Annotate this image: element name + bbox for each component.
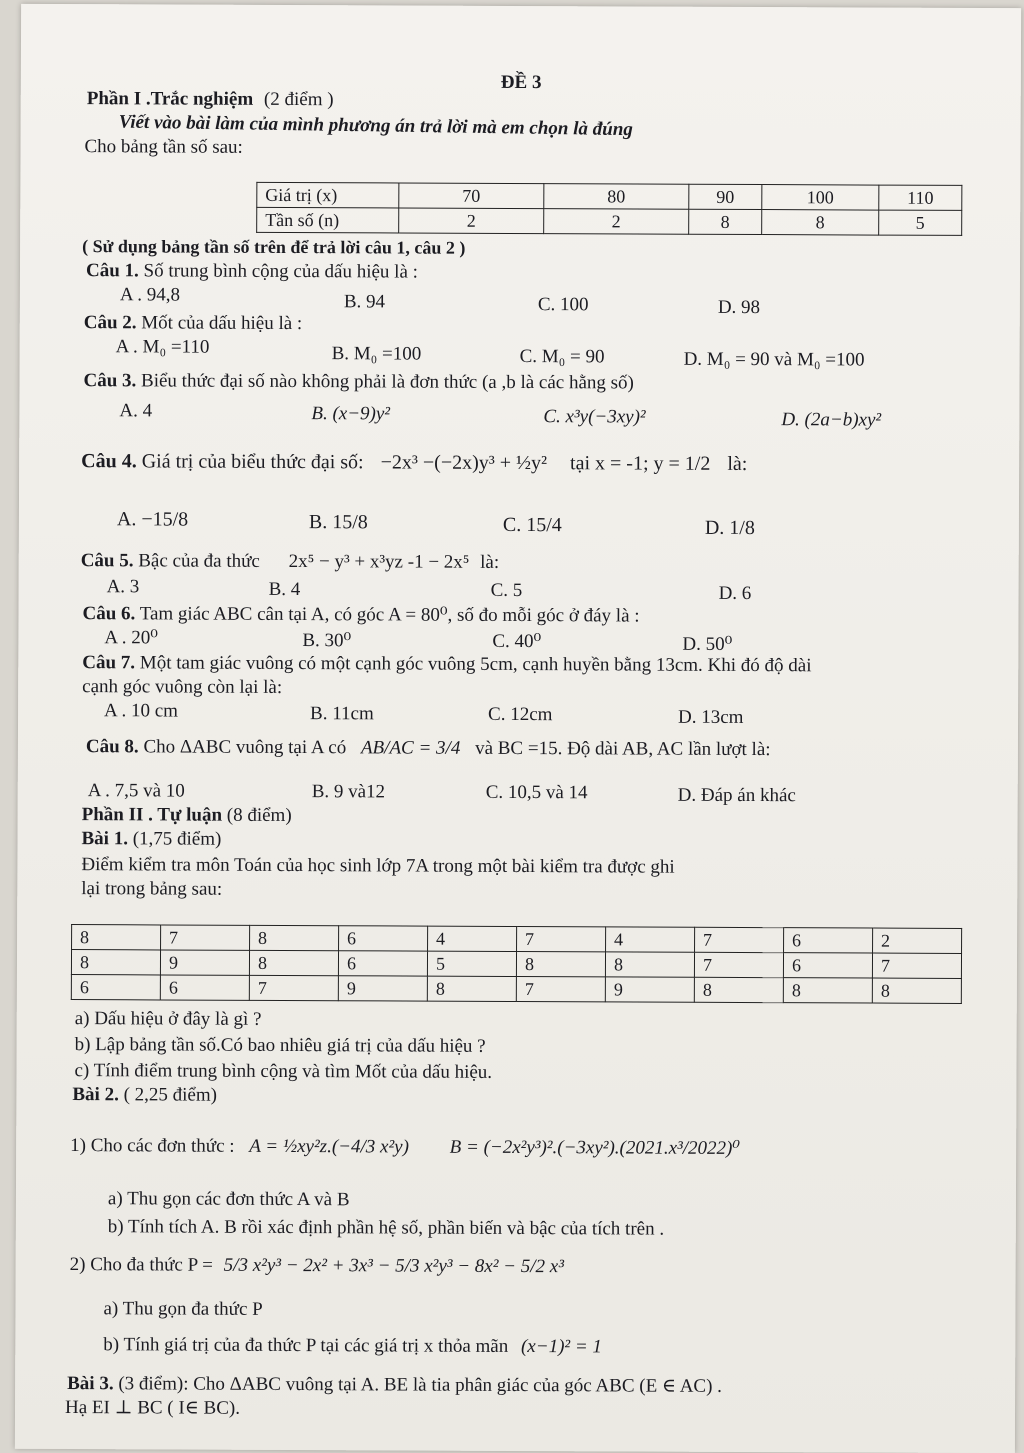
table-cell: 2 — [544, 209, 689, 235]
table-cell: 70 — [399, 183, 544, 209]
table-cell: 8 — [71, 950, 160, 975]
scores-table — [71, 924, 962, 1004]
q7-option-d: D. 13cm — [678, 706, 744, 728]
q5-option-d: D. 6 — [718, 582, 752, 605]
table-cell: 9 — [160, 950, 249, 975]
table-cell: 90 — [689, 184, 762, 209]
q5-option-a: A. 3 — [106, 576, 140, 598]
q8-option-b: B. 9 và12 — [311, 781, 386, 803]
q3-option-d: D. (2a−b)xy² — [781, 409, 882, 431]
table-cell: 110 — [879, 185, 962, 210]
table-cell: 7 — [695, 927, 784, 952]
table-row — [257, 207, 962, 235]
exam-paper — [15, 4, 1021, 1453]
table-cell: 9 — [338, 976, 427, 1001]
frequency-table — [256, 182, 962, 236]
question-1: Câu 1. Số trung bình cộng của dấu hiệu là : — [85, 260, 418, 283]
table-cell: 8 — [72, 925, 161, 950]
part2-heading: Phần II . Tự luận (8 điểm) — [81, 804, 292, 827]
q1-option-d: D. 98 — [717, 296, 761, 319]
bai3-text-line2: Hạ EI ⊥ BC ( I∈ BC). — [64, 1397, 241, 1419]
table-note: ( Sử dụng bảng tần số trên để trả lời câu 1, câu 2 ) — [82, 236, 466, 258]
table-cell: 8 — [605, 952, 694, 977]
q6-option-b: B. 30⁰ — [302, 630, 352, 652]
question-2: Câu 2. Mốt của dấu hiệu là : — [83, 312, 303, 335]
q8-option-a: A . 7,5 và 10 — [87, 780, 185, 802]
table-cell: 5 — [427, 951, 516, 976]
table-cell: 8 — [689, 209, 762, 234]
q7-option-c: C. 12cm — [488, 703, 553, 726]
table-cell: 7 — [161, 925, 250, 950]
q4-option-c: C. 15/4 — [502, 513, 562, 537]
table-row — [71, 975, 961, 1004]
q6-option-d: D. 50⁰ — [682, 633, 733, 655]
bai1-text-line2: lại trong bảng sau: — [81, 878, 223, 900]
table-cell: 8 — [249, 950, 338, 975]
table-cell: 7 — [517, 926, 606, 951]
question-8: Câu 8. Cho ΔABC vuông tại A có AB/AC = 3/4 và BC =15. Độ dài AB, AC lần lượt là: — [85, 736, 771, 761]
question-4: Câu 4. Giá trị của biểu thức đại số: −2x³ −(−2x)y³ + ½y² tại x = -1; y = 1/2 là: — [81, 450, 748, 475]
question-6: Câu 6. Tam giác ABC cân tại A, có góc A = 80⁰, số đo mỗi góc ở đáy là : — [82, 603, 640, 627]
question-3: Câu 3. Biểu thức đại số nào không phải là đơn thức (a ,b là các hằng số) — [83, 370, 634, 394]
bai3-heading: Bài 3. (3 điểm): Cho ΔABC vuông tại A. BE là tia phân giác của góc ABC (E ∈ AC) . — [67, 1373, 722, 1397]
q7-option-a: A . 10 cm — [104, 700, 179, 722]
q8-option-d: D. Đáp án khác — [677, 784, 796, 807]
question-7-line2: cạnh góc vuông còn lại là: — [82, 676, 283, 698]
q2-option-b: B. M₀ =100 — [331, 343, 422, 365]
q2-option-d: D. M₀ = 90 và M₀ =100 — [683, 348, 865, 371]
table-cell: 9 — [605, 977, 694, 1002]
table-cell: 80 — [544, 184, 689, 210]
q2-option-a: A . M₀ =110 — [115, 336, 210, 358]
table-row — [71, 950, 961, 979]
bai2-part2: 2) Cho đa thức P = 5/3 x²y³ − 2x² + 3x³ − 5/3 x²y³ − 8x² − 5/2 x³ — [69, 1254, 564, 1278]
q1-option-a: A . 94,8 — [119, 284, 181, 306]
bai1-question-b: b) Lập bảng tần số.Có bao nhiêu giá trị của dấu hiệu ? — [74, 1034, 486, 1057]
table-cell: 4 — [606, 927, 695, 952]
bai1-text: Điểm kiểm tra môn Toán của học sinh lớp 7A trong một bài kiểm tra được ghi — [81, 854, 675, 878]
table-cell: 8 — [427, 976, 516, 1001]
table-cell: 8 — [516, 951, 605, 976]
bai2-part2-b: b) Tính giá trị của đa thức P tại các giá trị x thỏa mãn (x−1)² = 1 — [103, 1334, 602, 1358]
q3-option-b: B. (x−9)y² — [311, 403, 391, 425]
q6-option-c: C. 40⁰ — [492, 630, 542, 653]
q1-option-c: C. 100 — [537, 294, 589, 316]
q1-option-b: B. 94 — [343, 291, 386, 313]
table-cell: 2 — [873, 928, 962, 953]
table-cell: 2 — [399, 208, 544, 234]
bai2-part1-a: a) Thu gọn các đơn thức A và B — [107, 1188, 350, 1211]
table-cell: 4 — [428, 926, 517, 951]
table-row — [72, 925, 962, 954]
q5-option-b: B. 4 — [268, 578, 301, 601]
q3-option-c: C. x³y(−3xy)² — [543, 406, 646, 428]
table-cell: 6 — [160, 975, 249, 1000]
bai2-part1-b: b) Tính tích A. B rồi xác định phần hệ số, phần biến và bậc của tích trên . — [107, 1216, 665, 1240]
q7-option-b: B. 11cm — [310, 703, 374, 725]
table-cell: 8 — [694, 977, 783, 1002]
q4-option-d: D. 1/8 — [704, 516, 755, 540]
bai1-question-c: c) Tính điểm trung bình cộng và tìm Mốt của dấu hiệu. — [74, 1060, 493, 1083]
question-5: Câu 5. Bậc của đa thức 2x⁵ − y³ + x³yz -1 − 2x⁵ là: — [80, 550, 500, 573]
table-cell: 8 — [250, 925, 339, 950]
table-row — [257, 182, 962, 210]
q8-option-c: C. 10,5 và 14 — [485, 781, 588, 804]
q6-option-a: A . 20⁰ — [104, 627, 158, 649]
table-cell: 8 — [783, 978, 872, 1003]
table-cell: 8 — [872, 978, 961, 1003]
bai2-part1: 1) Cho các đơn thức : A = ½xy²z.(−4/3 x²y) B = (−2x²y³)².(−3xy²).(2021.x³/2022)⁰ — [70, 1135, 741, 1159]
table-cell: Giá trị (x) — [257, 182, 399, 208]
table-cell: 100 — [762, 185, 879, 211]
bai2-heading: Bài 2. ( 2,25 điểm) — [72, 1084, 218, 1106]
table-cell: 6 — [71, 975, 160, 1000]
table-cell: 7 — [249, 975, 338, 1000]
q5-option-c: C. 5 — [490, 579, 523, 602]
question-7: Câu 7. Một tam giác vuông có một cạnh góc vuông 5cm, cạnh huyền bằng 13cm. Khi đó độ dài — [82, 652, 812, 677]
q4-option-b: B. 15/8 — [308, 511, 368, 534]
table-cell: 8 — [762, 210, 879, 236]
table-cell: 6 — [783, 953, 872, 978]
q3-option-a: A. 4 — [119, 400, 153, 422]
q4-option-a: A. −15/8 — [116, 508, 189, 531]
table-cell: 7 — [694, 952, 783, 977]
part1-instruction: Viết vào bài làm của mình phương án trả lời mà em chọn là đúng — [118, 111, 634, 141]
table-cell: 6 — [338, 951, 427, 976]
table-cell: 7 — [872, 953, 961, 978]
q2-option-c: C. M₀ = 90 — [519, 346, 605, 368]
part1-heading: Phần I .Trắc nghiệm (2 điểm ) — [86, 88, 334, 111]
exam-title: ĐỀ 3 — [500, 71, 542, 94]
table-cell: 7 — [516, 976, 605, 1001]
table-cell: 5 — [879, 210, 962, 235]
table-cell: 6 — [339, 926, 428, 951]
table-cell: Tần số (n) — [257, 207, 399, 233]
bai1-heading: Bài 1. (1,75 điểm) — [81, 828, 222, 850]
table-cell: 6 — [784, 928, 873, 953]
bai2-part2-a: a) Thu gọn đa thức P — [103, 1298, 263, 1320]
bai1-question-a: a) Dấu hiệu ở đây là gì ? — [74, 1008, 262, 1030]
freq-intro: Cho bảng tần số sau: — [84, 136, 243, 158]
